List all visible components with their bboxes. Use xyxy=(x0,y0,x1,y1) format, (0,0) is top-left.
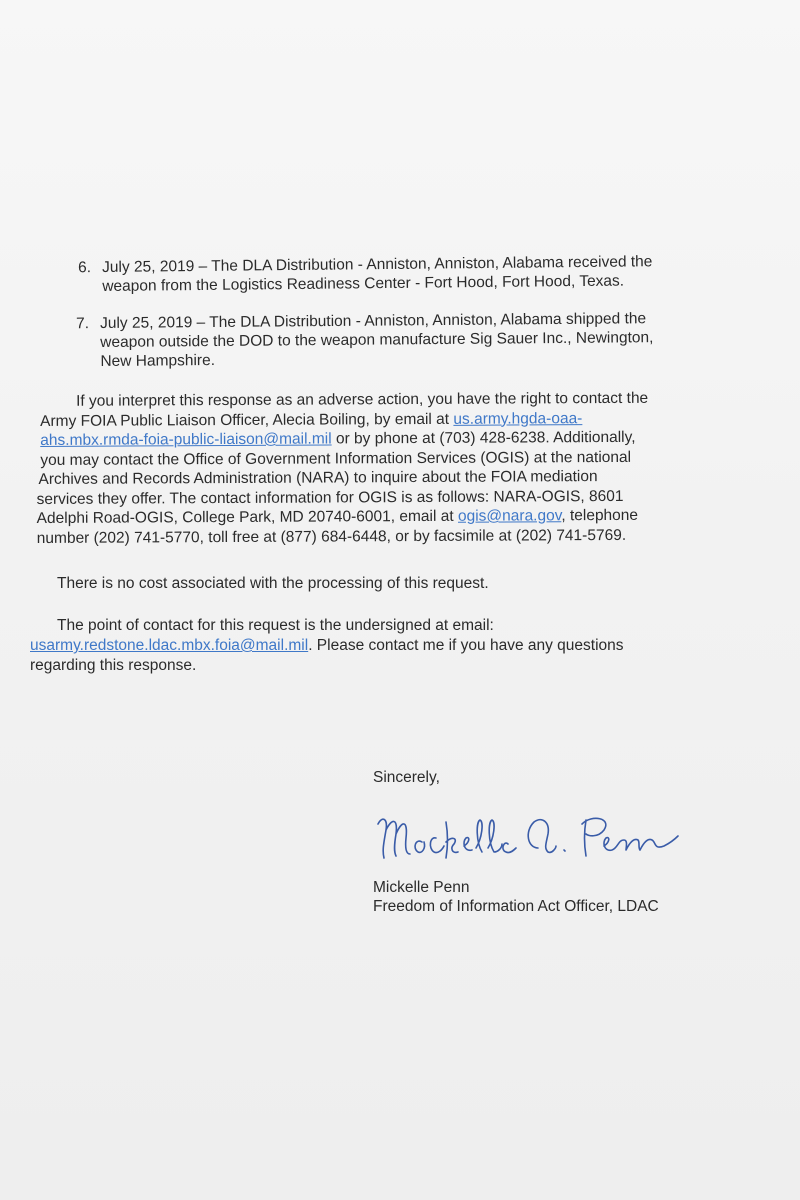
paragraph-line: If you interpret this response as an adverse action, you have the right to contact the xyxy=(76,389,649,410)
public-liaison-email-link[interactable]: us.army.hgda-oaa- xyxy=(453,409,583,428)
list-item xyxy=(76,309,654,371)
line-text: . Please contact me if you have any questions xyxy=(308,637,624,654)
line-text: or by phone at (703) 428-6238. Additionally, xyxy=(331,428,636,448)
list-item xyxy=(78,252,653,296)
line-text: Army FOIA Public Liaison Officer, Alecia Boiling, by email at xyxy=(40,410,454,430)
adverse-action-paragraph xyxy=(36,388,797,548)
list-item-line: weapon from the Logistics Readiness Center - Fort Hood, Fort Hood, Texas. xyxy=(102,272,625,295)
ogis-email-link[interactable]: ogis@nara.gov xyxy=(457,507,562,525)
paragraph-line: The point of contact for this request is the undersigned at email: xyxy=(57,617,494,634)
public-liaison-email-link-continued[interactable]: ahs.mbx.rmda-foia-public-liaison@mail.mil xyxy=(40,430,332,449)
cost-paragraph: There is no cost associated with the processing of this request. xyxy=(57,575,489,592)
line-text: Adelphi Road-OGIS, College Park, MD 20740-6001, email at xyxy=(36,507,459,527)
signer-title: Freedom of Information Act Officer, LDAC xyxy=(373,898,659,915)
paragraph-line xyxy=(30,636,790,656)
paragraph-line: Archives and Records Administration (NARA) to inquire about the FOIA mediation xyxy=(38,468,598,488)
contact-email-link[interactable]: usarmy.redstone.ldac.mbx.foia@mail.mil xyxy=(30,637,309,654)
salutation: Sincerely, xyxy=(373,769,440,786)
signer-name: Mickelle Penn xyxy=(373,879,470,896)
list-item-line: July 25, 2019 – The DLA Distribution - Anniston, Anniston, Alabama received the xyxy=(102,253,653,276)
line-text: , telephone xyxy=(561,506,639,525)
list-item-number: 6. xyxy=(78,259,92,277)
list-item-number: 7. xyxy=(76,315,90,333)
paragraph-line: you may contact the Office of Government Information Services (OGIS) at the national xyxy=(40,448,632,469)
list-item-line: July 25, 2019 – The DLA Distribution - Anniston, Anniston, Alabama shipped the xyxy=(100,310,647,332)
list-item-line: New Hampshire. xyxy=(100,351,216,370)
paragraph-line: services they offer. The contact information for OGIS is as follows: NARA-OGIS, 8601 xyxy=(36,487,624,508)
list-item-line: weapon outside the DOD to the weapon manufacture Sig Sauer Inc., Newington, xyxy=(100,329,654,351)
contact-paragraph xyxy=(30,616,790,676)
paragraph-line: regarding this response. xyxy=(30,657,197,674)
signature-image xyxy=(372,808,682,868)
paragraph-line: number (202) 741-5770, toll free at (877) 684-6448, or by facsimile at (202) 741-5769. xyxy=(36,526,627,547)
